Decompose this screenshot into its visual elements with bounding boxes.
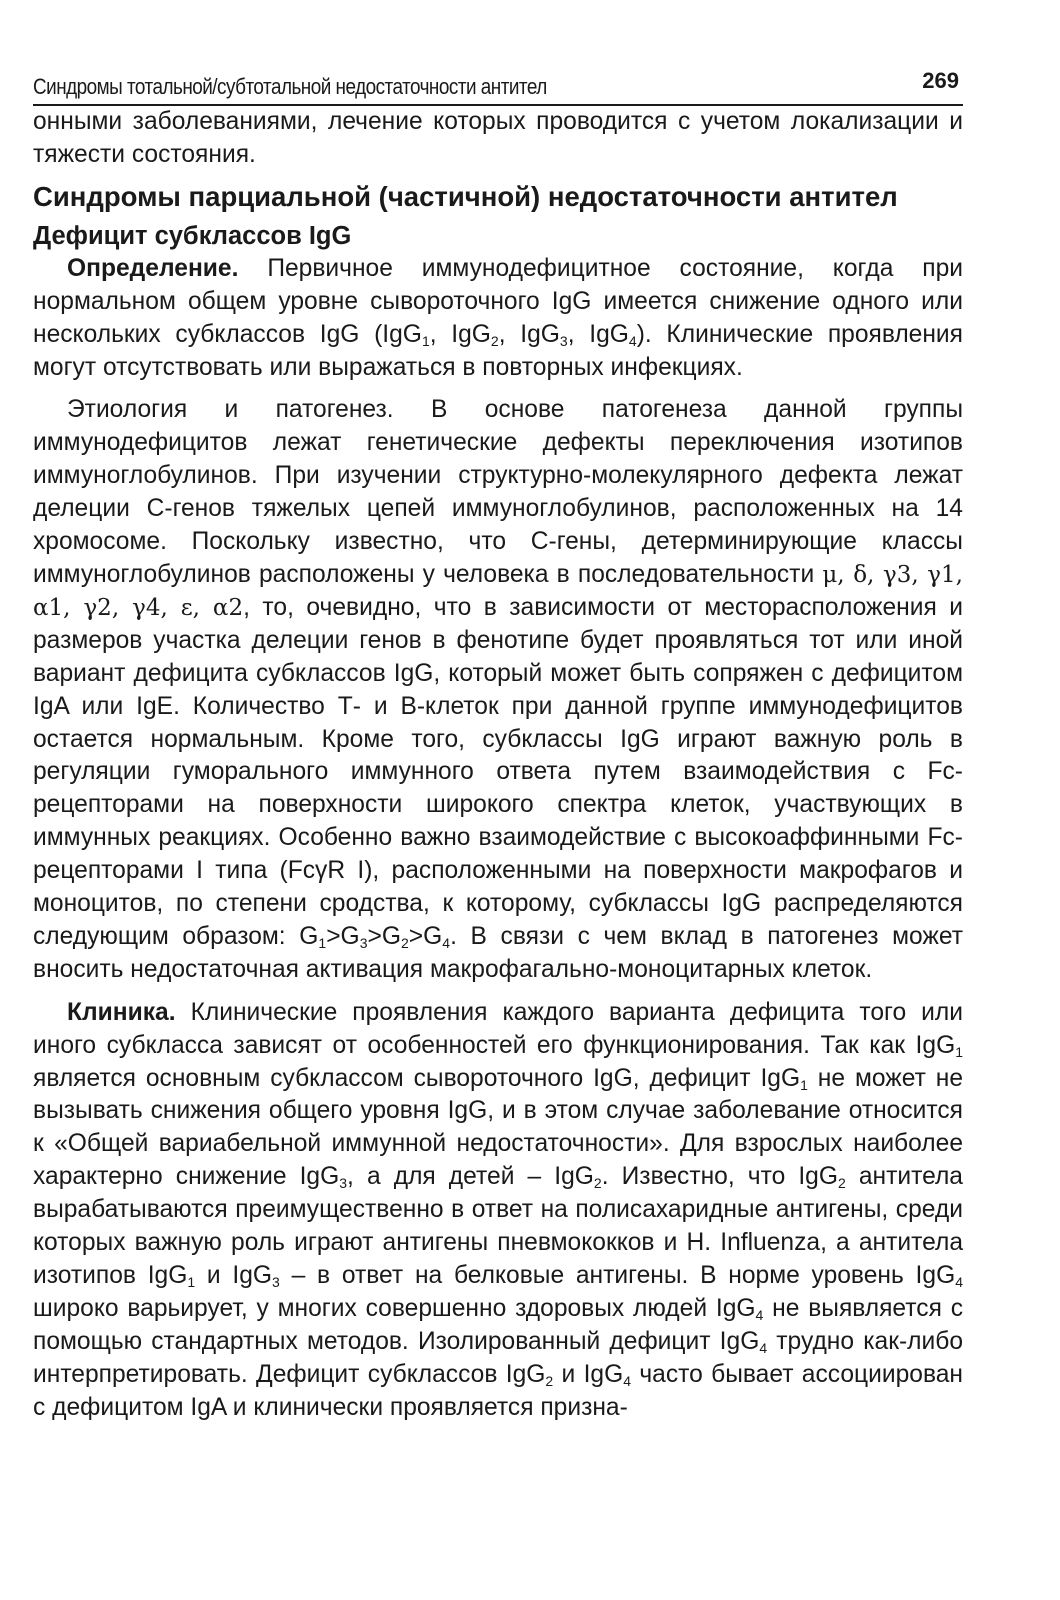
subscript: 2 bbox=[490, 332, 499, 349]
text-run: не выявляется с помощью стандартных методов. Изолированный дефицит IgG bbox=[33, 1294, 963, 1355]
subscript: 1 bbox=[187, 1274, 196, 1290]
paragraph-gap bbox=[33, 987, 963, 997]
subscript: 1 bbox=[318, 934, 327, 951]
subscript: 3 bbox=[272, 1274, 280, 1290]
section-title: Синдромы парциальной (частичной) недостаточности антител bbox=[33, 180, 898, 212]
text-run: >G bbox=[408, 922, 443, 950]
text-run: широко варьирует, у многих совершенно здоровых людей IgG bbox=[33, 1294, 756, 1322]
paragraph-gap bbox=[33, 384, 963, 394]
subscript: 4 bbox=[623, 1372, 632, 1389]
page-number: 269 bbox=[922, 68, 959, 93]
text-run: антитела вырабатываются преимущественно в ответ на полисахаридные антигены, среди которых важную роль играют антигены пневмококков и H. Influenza, а антитела изотипов IgG bbox=[33, 1163, 963, 1289]
subscript: 1 bbox=[421, 332, 430, 349]
text-run: Этиология и патогенез. В основе патогенеза данной группы иммунодефицитов лежат генетические дефекты переключения изотипов иммуноглобулинов. При изучении структурно-молекулярного дефекта лежат делеции С-генов тяжелых цепей иммуноглобулинов, расположенных на 14 хромосоме. Поскольку известно, что С-гены, детерминирующие классы иммуноглобулинов расположены у человека в последовательности bbox=[33, 396, 963, 588]
text-run: Первичное иммунодефицитное состояние, когда при нормальном общем уровне сывороточного IgG имеется снижение одного или нескольких субклассов IgG (IgG bbox=[33, 254, 963, 348]
text-run: , то, очевидно, что в зависимости от месторасположения и размеров участка делеции генов в фенотипе будет проявляться тот или иной вариант дефицита субклассов IgG, который может быть сопряжен с дефицитом IgA или IgE. Количество Т- и В-клеток при данной группе иммунодефицитов остается нормальным. Кроме того, субклассы IgG играют важную роль в регуляции гуморального иммунного ответа путем взаимодействия с Fc-рецепторами на поверхности широкого спектра клеток, участвующих в иммунных реакциях. Особенно важно взаимодействие с высокоаффинными Fc-рецепторами I типа (FcγR I), расположенными на поверхности макрофагов и моноцитов, по степени сродства, к которому, субклассы IgG распределяются следующим образом: G bbox=[33, 593, 964, 950]
subscript: 2 bbox=[837, 1175, 846, 1192]
text-run: >G bbox=[326, 922, 360, 950]
book-page bbox=[33, 64, 963, 1425]
definition-lead: Определение. bbox=[67, 254, 239, 282]
text-run: и IgG bbox=[195, 1262, 273, 1289]
text-run: и IgG bbox=[553, 1360, 624, 1388]
clinic-lead: Клиника. bbox=[67, 998, 176, 1026]
text-run: . Известно, что IgG bbox=[601, 1163, 838, 1191]
subscript: 4 bbox=[955, 1274, 963, 1290]
subsection-title: Дефицит субклассов IgG bbox=[33, 221, 352, 250]
greek-sequence: μ, δ, γ3, γ1, α1, γ2, γ4, ε, α2 bbox=[33, 561, 963, 621]
text-run: трудно как-либо интерпретировать. Дефицит субклассов IgG bbox=[33, 1327, 964, 1388]
text-run: – в ответ на белковые антигены. В норме уровень IgG bbox=[279, 1262, 956, 1289]
subscript: 4 bbox=[628, 332, 637, 349]
subscript: 3 bbox=[559, 332, 568, 349]
subscript: 2 bbox=[400, 934, 409, 951]
text-run: ). Клинические проявления могут отсутствовать или выражаться в повторных инфекциях. bbox=[33, 320, 963, 381]
paragraph-definition bbox=[33, 253, 963, 385]
subscript: 4 bbox=[759, 1339, 768, 1356]
subscript: 2 bbox=[593, 1175, 602, 1192]
paragraph-clinic bbox=[33, 997, 963, 1425]
subscript: 2 bbox=[545, 1372, 554, 1389]
text-run: , IgG bbox=[567, 320, 629, 348]
text-run: . В связи с чем вклад в патогенез может вносить недостаточная активация макрофагально-моноцитарных клеток. bbox=[33, 922, 963, 983]
text-run: , а для детей – IgG bbox=[347, 1163, 594, 1191]
running-header bbox=[33, 64, 963, 106]
running-title: Синдромы тотальной/субтотальной недостаточности антител bbox=[33, 74, 547, 99]
subscript: 3 bbox=[339, 1175, 348, 1192]
text-run: не может не вызывать снижения общего уровня IgG, и в этом случае заболевание относится к «Общей вариабельной иммунной недостаточности». Для взрослых наиболее характерно снижение IgG bbox=[33, 1064, 964, 1191]
text-run: часто бывает ассоциирован с дефицитом IgA и клинически проявляется призна- bbox=[33, 1360, 964, 1421]
text-run: является основным субклассом сывороточного IgG, дефицит IgG bbox=[33, 1064, 801, 1092]
subscript: 4 bbox=[442, 934, 451, 951]
subscript: 1 bbox=[955, 1043, 963, 1060]
paragraph-etiology bbox=[33, 394, 963, 986]
subscript: 1 bbox=[800, 1076, 808, 1093]
text-run: Клинические проявления каждого варианта дефицита того или иного субкласса зависят от особенностей его функционирования. Так как IgG bbox=[33, 998, 963, 1059]
paragraph-continuation: онными заболеваниями, лечение которых проводится с учетом локализации и тяжести состояния. bbox=[33, 108, 963, 168]
subscript: 3 bbox=[359, 934, 368, 951]
subscript: 4 bbox=[755, 1306, 764, 1323]
text-run: , IgG bbox=[498, 320, 560, 348]
text-run: >G bbox=[367, 922, 401, 950]
text-run: , IgG bbox=[429, 320, 491, 348]
